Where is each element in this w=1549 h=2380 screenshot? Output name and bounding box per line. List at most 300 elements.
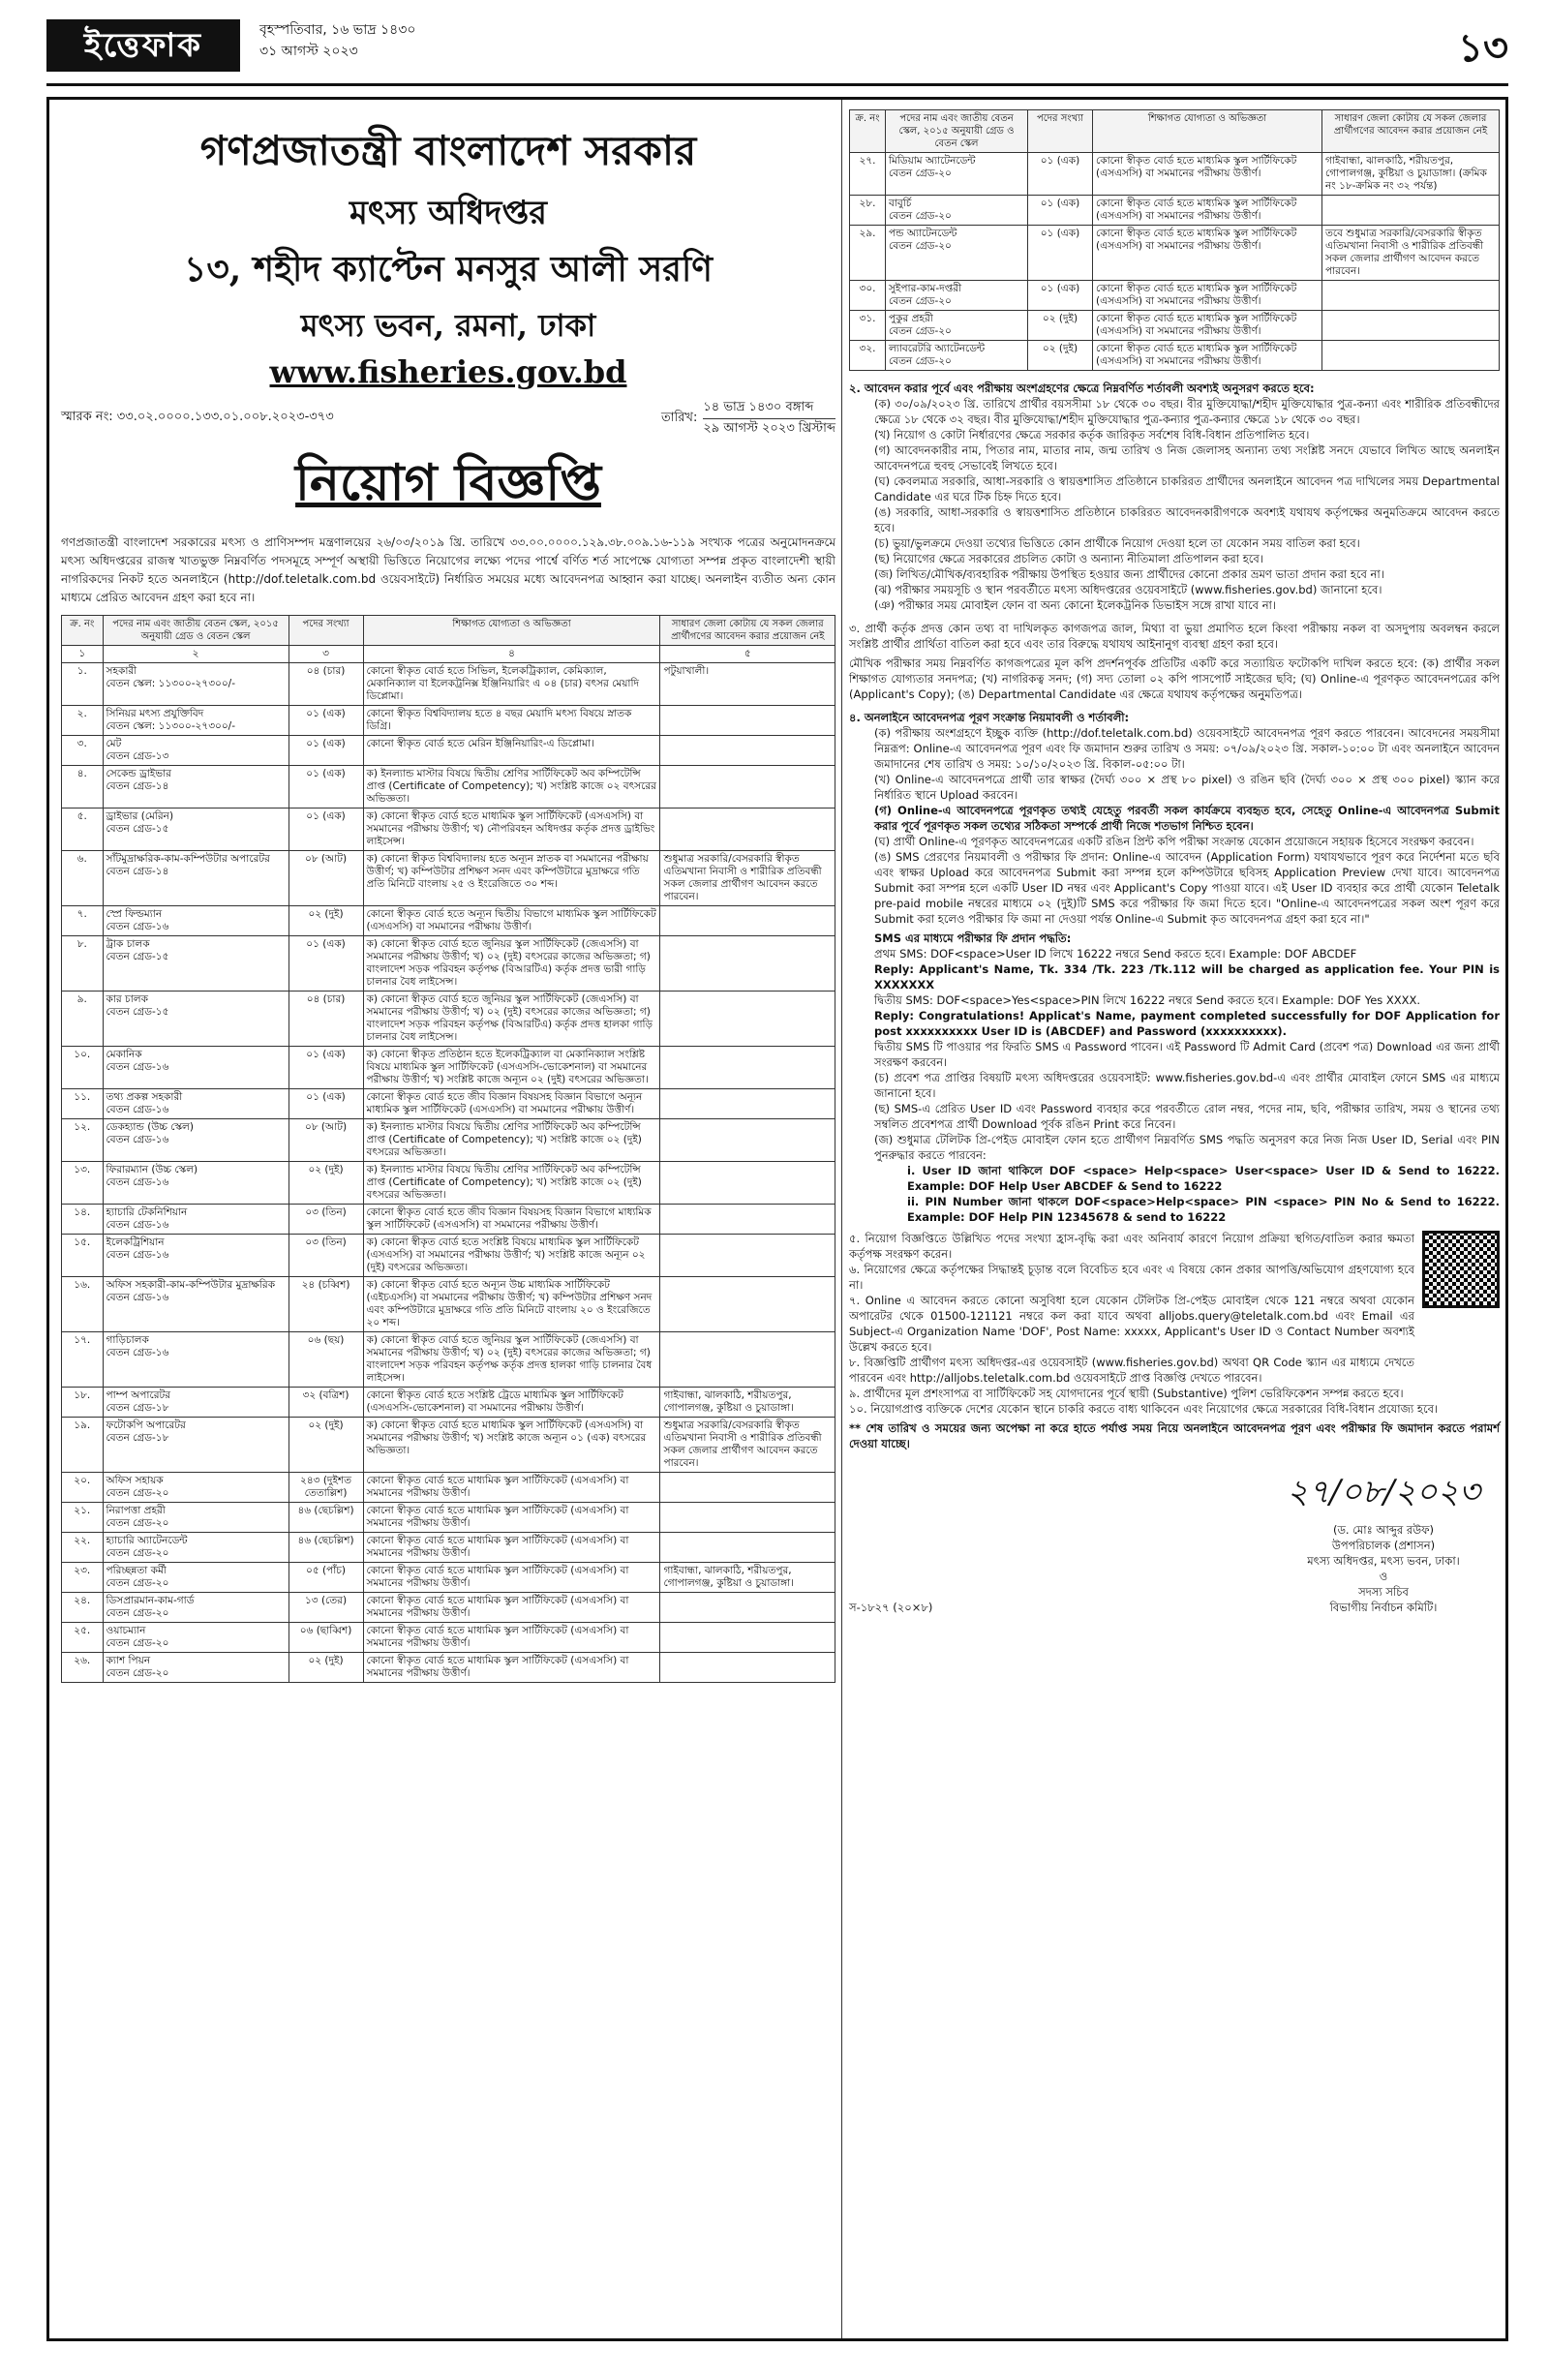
post-count: ০১ (এক): [289, 1089, 363, 1119]
qualification: ক) কোনো স্বীকৃত বিশ্ববিদ্যালয় হতে অন্যূন স্নাতক বা সমমানের পরীক্ষায় উত্তীর্ণ; খ) কম্পিউটার প্রশিক্ষণ সনদ এবং কম্পিউটারে মুদ্রাক্ষরে গতি প্রতি মিনিটে বাংলায় ২৫ ও ইংরেজিতে ৩০ শব্দ।: [363, 851, 660, 906]
col-header-qualification: শিক্ষাগত যোগ্যতা ও অভিজ্ঞতা: [1093, 110, 1322, 153]
pay-grade: বেতন স্কেল: ১১৩০০-২৭৩০০/-: [106, 678, 235, 689]
post-count: ০৪ (চার): [289, 992, 363, 1047]
condition-item: (জ) লিখিত/মৌখিক/ব্যবহারিক পরীক্ষায় উপস্থিত হওয়ার জন্য প্রার্থীদের কোনো প্রকার ভ্রমণ ভাতা প্রদান করা হবে না।: [874, 567, 1384, 581]
excluded-districts: [660, 992, 835, 1047]
qualification: কোনো স্বীকৃত বোর্ড হতে মাধ্যমিক স্কুল সার্টিফিকেট (এসএসসি) বা সমমানের পরীক্ষায় উত্তীর্ণ।: [363, 1623, 660, 1653]
post-count: ০২ (দুই): [289, 906, 363, 936]
table-row: [62, 736, 835, 766]
table-row: [62, 1388, 835, 1418]
post-name: [103, 1533, 289, 1563]
pay-grade: বেতন গ্রেড-২০: [106, 1667, 169, 1679]
memo-date: [661, 398, 835, 440]
table-row: [850, 196, 1500, 226]
table-row: [62, 1332, 835, 1388]
table-row: [62, 1533, 835, 1563]
post-title: মেট: [106, 738, 122, 749]
post-title: স্প্রে ফিল্ডম্যান: [106, 908, 163, 920]
excluded-districts: [660, 1162, 835, 1205]
row-number: ৩২.: [850, 341, 886, 371]
section-5-to-8: [849, 1231, 1414, 1386]
table-row: [62, 1162, 835, 1205]
post-title: অফিস সহকারী-কাম-কম্পিউটার মুদ্রাক্ষরিক: [106, 1279, 276, 1291]
post-name: [103, 736, 289, 766]
recovery-user-id: i. User ID জানা থাকিলে DOF <space> Help<space> User<space> User ID & Send to 16222. Example: DOF Help User ABCDEF & Send to 16222: [907, 1164, 1500, 1193]
pay-grade: বেতন গ্রেড-২০: [106, 1547, 169, 1559]
post-title: ল্যাবরেটরি অ্যাটেনডেন্ট: [889, 343, 986, 354]
post-title: গাড়িচালক: [106, 1334, 149, 1346]
date-en: ২৯ আগস্ট ২০২৩ খ্রিস্টাব্দ: [703, 421, 835, 436]
table-row: [62, 663, 835, 706]
qualification: ক) কোনো স্বীকৃত বোর্ড হতে অন্যূন উচ্চ মাধ্যমিক সার্টিফিকেট (এইচএসসি) বা সমমানের পরীক্ষায় উত্তীর্ণ; খ) কম্পিউটার প্রশিক্ষণ সনদ এবং কম্পিউটারে মুদ্রাক্ষরে গতি প্রতি মিনিটে বাংলায় ২০ ও ইংরেজিতে ২০ শব্দ।: [363, 1277, 660, 1332]
row-number: ২৮.: [850, 196, 886, 226]
excluded-districts: [1322, 281, 1500, 311]
table-row: [62, 1089, 835, 1119]
section-3-documents: মৌখিক পরীক্ষার সময় নিম্নবর্ণিত কাগজপত্রের মূল কপি প্রদর্শনপূর্বক প্রতিটির একটি করে সত্যায়িত ফটোকপি দাখিল করতে হবে: (ক) প্রার্থীর সকল শিক্ষাগত যোগ্যতার সনদপত্র; (খ) নাগরিকত্ব সনদ; (গ) সদ্য তোলা ০২ কপি পাসপোর্ট সাইজের ছবি; (ঘ) Online-এ পূরণকৃত আবেদনপত্রের কপি (Applicant's Copy); (ঙ) Departmental Candidate এর ক্ষেত্রে যথাযথ কর্তৃপক্ষের অনুমতিপত্র।: [849, 656, 1500, 701]
excluded-districts: [660, 1623, 835, 1653]
department-heading: মৎস্য অধিদপ্তর: [349, 194, 547, 232]
pay-grade: বেতন গ্রেড-১৮: [106, 1432, 169, 1444]
excluded-districts: [660, 766, 835, 809]
table-row: [850, 341, 1500, 371]
section-4-heading: ৪. অনলাইনে আবেদনপত্র পূরণ সংক্রান্ত নিয়মাবলী ও শর্তাবলী:: [849, 711, 1130, 724]
index-cell: ২: [103, 646, 289, 663]
condition-item: (ঙ) সরকারি, আধা-সরকারি ও স্বায়ত্তশাসিত প্রতিষ্ঠানে চাকরিরত আবেদনকারীগণকে অবশ্যই যথাযথ কর্তৃপক্ষের অনুমতিক্রমে আবেদন করতে হবে।: [874, 505, 1500, 534]
section-4-a: (ক) পরীক্ষায় অংশগ্রহণে ইচ্ছুক ব্যক্তি (http://dof.teletalk.com.bd) ওয়েবসাইটে আবেদনপত্র পূরণ করতে পারবেন। আবেদনের সময়সীমা নিম্নরূপ: Online-এ আবেদনপত্র পূরণ এবং ফি জমাদান শুরুর তারিখ ও সময়: ০৭/০৯/২০২৩ খ্রি. সকাল-১০:০০ টা এবং অনলাইনে আবেদন জমাদানের শেষ তারিখ ও সময়: ১০/১০/২০২৩ খ্রি. বিকাল-০৫:০০ টা।: [874, 726, 1500, 771]
qualification: কোনো স্বীকৃত বোর্ড হতে সংশ্লিষ্ট ট্রেডে মাধ্যমিক স্কুল সার্টিফিকেট (এসএসসি-ভোকেশনাল) বা সমমানের পরীক্ষায় উত্তীর্ণ।: [363, 1388, 660, 1418]
post-count: ০২ (দুই): [289, 1418, 363, 1473]
post-count: ১৩ (তের): [289, 1593, 363, 1623]
left-column: [61, 109, 835, 1683]
table-row: [62, 851, 835, 906]
memo-number: স্মারক নং: ৩৩.০২.০০০০.১৩৩.০১.০০৮.২০২৩-৩৭৩: [61, 410, 334, 424]
table-row: [62, 1593, 835, 1623]
qualification: ক) ইনল্যান্ড মাস্টার বিষয়ে দ্বিতীয় শ্রেণির সার্টিফিকেট অব কম্পিটেন্সি প্রাপ্ত (Certificate of Competency); খ) সংশ্লিষ্ট কাজে ০২ বৎসরের অভিজ্ঞতা।: [363, 766, 660, 809]
section-4-g: (ছ) SMS-এ প্রেরিত User ID এবং Password ব্যবহার করে পরবর্তীতে রোল নম্বর, পদের নাম, ছবি, পরীক্ষার তারিখ, সময় ও স্থানের তথ্য সম্বলিত প্রবেশপত্র প্রার্থী Download পূর্বক রঙিন Print করে নিবেন।: [874, 1102, 1500, 1131]
table-row: [62, 1277, 835, 1332]
table-row: [62, 1205, 835, 1235]
post-count: ০৮ (আট): [289, 1119, 363, 1162]
post-name: [103, 1332, 289, 1388]
pay-grade: বেতন গ্রেড-১৬: [106, 1176, 169, 1188]
qualification: কোনো স্বীকৃত বোর্ড হতে অন্যূন দ্বিতীয় বিভাগে মাধ্যমিক স্কুল সার্টিফিকেট (এসএসসি) বা সমমানের পরীক্ষায় উত্তীর্ণ।: [363, 906, 660, 936]
qualification: কোনো স্বীকৃত বোর্ড হতে মাধ্যমিক স্কুল সার্টিফিকেট (এসএসসি) বা সমমানের পরীক্ষায় উত্তীর্ণ।: [363, 1473, 660, 1503]
excluded-districts: [660, 1047, 835, 1089]
title-wrap: [61, 443, 835, 528]
post-name: [103, 906, 289, 936]
excluded-districts: শুধুমাত্র সরকারি/বেসরকারি স্বীকৃত এতিমখানা নিবাসী ও শারীরিক প্রতিবন্ধী সকল জেলার প্রার্থীগণ আবেদন করতে পারবেন।: [660, 1418, 835, 1473]
section-6: ৬. নিয়োগের ক্ষেত্রে কর্তৃপক্ষের সিদ্ধান্তই চূড়ান্ত বলে বিবেচিত হবে এবং এ বিষয়ে কোন প্রকার আপত্তি/অভিযোগ গ্রহণযোগ্য হবে না।: [849, 1263, 1414, 1292]
right-column: [849, 109, 1500, 1615]
post-name: [886, 196, 1028, 226]
post-count: ০৩ (তিন): [289, 1235, 363, 1277]
pay-grade: বেতন গ্রেড-২০: [106, 1577, 169, 1589]
post-name: [103, 1162, 289, 1205]
page-number: ১৩: [1458, 26, 1508, 71]
post-title: অফিস সহায়ক: [106, 1475, 164, 1486]
post-name: [103, 1277, 289, 1332]
excluded-districts: [660, 936, 835, 992]
qualification: কোনো স্বীকৃত বোর্ড হতে জীব বিজ্ঞান বিষয়সহ বিজ্ঞান বিভাগে অন্যূন মাধ্যমিক স্কুল সার্টিফিকেট (এসএসসি) বা সমমানের পরীক্ষায় উত্তীর্ণ।: [363, 1089, 660, 1119]
website-link[interactable]: www.fisheries.gov.bd: [269, 353, 627, 390]
post-name: [103, 992, 289, 1047]
table-row: [62, 1623, 835, 1653]
pay-grade: বেতন গ্রেড-১৬: [106, 1249, 169, 1261]
post-name: [103, 1593, 289, 1623]
qualification: কোনো স্বীকৃত বোর্ড হতে মাধ্যমিক স্কুল সার্টিফিকেট (এসএসসি) বা সমমানের পরীক্ষায় উত্তীর্ণ।: [1093, 311, 1322, 341]
condition-item: (খ) নিয়োগ ও কোটা নির্ধারণের ক্ষেত্রে সরকার কর্তৃক জারিকৃত সর্বশেষ বিধি-বিধান প্রতিপালিত হবে।: [874, 428, 1310, 442]
post-count: ০২ (দুই): [289, 1653, 363, 1683]
post-count: ৪৬ (ছেচল্লিশ): [289, 1503, 363, 1533]
col-header-post: পদের নাম এবং জাতীয় বেতন স্কেল, ২০১৫ অনুযায়ী গ্রেড ও বেতন স্কেল: [103, 616, 289, 646]
post-count: ০৬ (ছাব্বিশ): [289, 1623, 363, 1653]
pay-grade: বেতন গ্রেড-১৬: [106, 1134, 169, 1145]
excluded-districts: শুধুমাত্র সরকারি/বেসরকারি স্বীকৃত এতিমখানা নিবাসী ও শারীরিক প্রতিবন্ধী সকল জেলার প্রার্থীগণ আবেদন করতে পারবেন।: [660, 851, 835, 906]
section-9: ৯. প্রার্থীদের মূল প্রশংসাপত্র বা সার্টিফিকেট সহ যোগদানের পূর্বে স্থায়ী (Substantive) পুলিশ ভেরিফিকেশন সম্পন্ন করতে হবে।: [849, 1387, 1404, 1400]
col-header-no: ক্র. নং: [62, 616, 104, 646]
table-index-row: [62, 646, 835, 663]
qualification: কোনো স্বীকৃত বিশ্ববিদ্যালয় হতে ৪ বছর মেয়াদি মৎস্য বিষয়ে স্নাতক ডিগ্রি।: [363, 706, 660, 736]
posts-table-continued: [849, 109, 1500, 371]
excluded-districts: [1322, 341, 1500, 371]
index-cell: ৩: [289, 646, 363, 663]
date-label: তারিখ:: [661, 411, 698, 425]
post-count: ০৫ (পাঁচ): [289, 1563, 363, 1593]
qualification: কোনো স্বীকৃত বোর্ড হতে মাধ্যমিক স্কুল সার্টিফিকেট (এসএসসি) বা সমমানের পরীক্ষায় উত্তীর্ণ।: [1093, 196, 1322, 226]
post-name: [886, 226, 1028, 281]
section-4-h: (জ) শুধুমাত্র টেলিটক প্রি-পেইড মোবাইল ফোন হতে প্রার্থীগণ নিম্নবর্ণিত SMS পদ্ধতি অনুসরণ করে নিজ নিজ User ID, Serial এবং PIN পুনরুদ্ধার করতে পারবেন:: [874, 1133, 1500, 1162]
signatory-committee: বিভাগীয় নির্বাচন কমিটি।: [1329, 1601, 1438, 1614]
post-name: [103, 936, 289, 992]
excluded-districts: [660, 809, 835, 851]
memo-row: [61, 398, 835, 440]
contact-section: [849, 1231, 1500, 1386]
post-count: ০২ (দুই): [289, 1162, 363, 1205]
excluded-districts: পটুয়াখালী।: [660, 663, 835, 706]
sms-step-1: প্রথম SMS: DOF<space>User ID লিখে 16222 নম্বরে Send করতে হবে। Example: DOF ABCDEF: [874, 947, 1357, 961]
row-number: ৪.: [62, 766, 104, 809]
post-title: নিরাপত্তা প্রহরী: [106, 1505, 166, 1516]
section-4-f: (চ) প্রবেশ পত্র প্রাপ্তির বিষয়টি মৎস্য অধিদপ্তরের ওয়েবসাইট: www.fisheries.gov.bd-এ এবং প্রার্থীর মোবাইল ফোনে SMS এর মাধ্যমে জানানো হবে।: [874, 1071, 1500, 1100]
pay-grade: বেতন গ্রেড-১৬: [106, 1292, 169, 1303]
table-row: [62, 1119, 835, 1162]
post-name: [103, 1047, 289, 1089]
post-title: তথ্য প্রকল্প সহকারী: [106, 1091, 183, 1103]
excluded-districts: গাইবান্ধা, ঝালকাঠি, শরীয়তপুর, গোপালগঞ্জ, কুষ্টিয়া ও চুয়াডাঙ্গা।: [660, 1563, 835, 1593]
post-name: [103, 851, 289, 906]
post-count: ৩২ (বত্রিশ): [289, 1388, 363, 1418]
date-bn: ১৪ ভাদ্র ১৪৩০ বঙ্গাব্দ: [703, 398, 835, 419]
col-header-districts: সাধারণ জেলা কোটায় যে সকল জেলার প্রার্থীগণের আবেদন করার প্রয়োজন নেই: [1322, 110, 1500, 153]
excluded-districts: তবে শুধুমাত্র সরকারি/বেসরকারি স্বীকৃত এতিমখানা নিবাসী ও শারীরিক প্রতিবন্ধী সকল জেলার প্রার্থীগণ আবেদন করতে পারবেন।: [1322, 226, 1500, 281]
col-header-districts: সাধারণ জেলা কোটায় যে সকল জেলার প্রার্থীগণের আবেদন করার প্রয়োজন নেই: [660, 616, 835, 646]
post-name: [886, 281, 1028, 311]
table-row: [62, 1418, 835, 1473]
row-number: ৩০.: [850, 281, 886, 311]
table-header-row: [850, 110, 1500, 153]
masthead-date-bn: বৃহস্পতিবার, ১৬ ভাদ্র ১৪৩০: [259, 22, 416, 38]
qualification: ক) কোনো স্বীকৃত প্রতিষ্ঠান হতে ইলেকট্রিক্যাল বা মেকানিক্যাল সংশ্লিষ্ট বিষয়ে মাধ্যমিক স্কুল সার্টিফিকেট (এসএসসি-ভোকেশনাল) বা সমমানের পরীক্ষায় উত্তীর্ণ; খ) সংশ্লিষ্ট কাজে অন্যূন ০২ (দুই) বৎসরের অভিজ্ঞতা।: [363, 1047, 660, 1089]
recovery-pin: ii. PIN Number জানা থাকলে DOF<space>Help<space> PIN <space> PIN No & Send to 16222. Example: DOF Help PIN 12345678 & send to 16222: [907, 1195, 1500, 1224]
qualification: ক) কোনো স্বীকৃত বোর্ড হতে জুনিয়র স্কুল সার্টিফিকেট (জেএসসি) বা সমমানের পরীক্ষায় উত্তীর্ণ; খ) ০২ (দুই) বৎসরের কাজের অভিজ্ঞতা; গ) বাংলাদেশ সড়ক পরিবহন কর্তৃপক্ষ (বিআরটিএ) কর্তৃক প্রদত্ত হালকা গাড়ি চালনার বৈধ লাইসেন্স।: [363, 992, 660, 1047]
qualification: কোনো স্বীকৃত বোর্ড হতে জীব বিজ্ঞান বিষয়সহ বিজ্ঞান বিভাগে মাধ্যমিক স্কুল সার্টিফিকেট (এসএসসি) বা সমমানের পরীক্ষায় উত্তীর্ণ।: [363, 1205, 660, 1235]
row-number: ১৪.: [62, 1205, 104, 1235]
post-count: ২৪ (চব্বিশ): [289, 1277, 363, 1332]
qualification: কোনো স্বীকৃত বোর্ড হতে মাধ্যমিক স্কুল সার্টিফিকেট (এসএসসি) বা সমমানের পরীক্ষায় উত্তীর্ণ।: [1093, 281, 1322, 311]
section-4-e: (ঙ) SMS প্রেরণের নিয়মাবলী ও পরীক্ষার ফি প্রদান: Online-এ আবেদন (Application Form) যথাযথভাবে পূরণ করে নির্দেশনা মতে ছবি এবং স্বাক্ষর Upload করে আবেদনপত্র Submit করা সম্পন্ন হলে কম্পিউটারে ছবিসহ Application Preview দেখা যাবে। আবেদনপত্র Submit করা সম্পন্ন হলে একটি User ID নম্বর এবং Applicant's Copy পাওয়া যাবে। এই User ID ব্যবহার করে প্রার্থী যেকোন Teletalk pre-paid mobile নম্বরের মাধ্যমে ০২ (দুই)টি SMS করে পরীক্ষার ফি জমা দিতে হবে। "Online-এ আবেদনপত্রের সকল অংশ পূরণ করে Submit করা হলেও পরীক্ষার ফি জমা না দেওয়া পর্যন্ত Online-এ Submit কৃত আবেদনপত্র গ্রহণ করা হবে না।": [874, 850, 1500, 926]
pay-grade: বেতন গ্রেড-১৬: [106, 1219, 169, 1231]
section-4-c: (গ) Online-এ আবেদনপত্রে পূরণকৃত তথ্যই যেহেতু পরবর্তী সকল কার্যক্রমে ব্যবহৃত হবে, সেহেতু Online-এ আবেদনপত্র Submit করার পূর্বে পূরণকৃত সকল তথ্যের সঠিকতা সম্পর্কে প্রার্থী নিজে শতভাগ নিশ্চিত হবেন।: [874, 804, 1500, 833]
qualification: কোনো স্বীকৃত বোর্ড হতে মাধ্যমিক স্কুল সার্টিফিকেট (এসএসসি) বা সমমানের পরীক্ষায় উত্তীর্ণ।: [1093, 341, 1322, 371]
conditions-list: [874, 396, 1500, 613]
posts-table: [61, 615, 835, 1683]
excluded-districts: [1322, 311, 1500, 341]
qualification: ক) ইনল্যান্ড মাস্টার বিষয়ে দ্বিতীয় শ্রেণির সার্টিফিকেট অব কম্পিটেন্সি প্রাপ্ত (Certificate of Competency); খ) সংশ্লিষ্ট কাজে ০২ (দুই) বৎসরের অভিজ্ঞতা।: [363, 1119, 660, 1162]
pay-grade: বেতন গ্রেড-২০: [106, 1637, 169, 1649]
row-number: ২৪.: [62, 1593, 104, 1623]
pay-grade: বেতন গ্রেড-২০: [889, 240, 952, 252]
conditions-section: [849, 381, 1500, 613]
col-header-qualification: শিক্ষাগত যোগ্যতা ও অভিজ্ঞতা: [363, 616, 660, 646]
table-row: [62, 1563, 835, 1593]
post-title: ইলেকট্রিশিয়ান: [106, 1236, 165, 1248]
qualification: কোনো স্বীকৃত বোর্ড হতে মাধ্যমিক স্কুল সার্টিফিকেট (এসএসসি) বা সমমানের পরীক্ষায় উত্তীর্ণ।: [1093, 226, 1322, 281]
pay-grade: বেতন গ্রেড-১৬: [106, 1061, 169, 1073]
sms-heading: SMS এর মাধ্যমে পরীক্ষার ফি প্রদান পদ্ধতি:: [874, 931, 1072, 945]
post-name: [103, 706, 289, 736]
table-row: [850, 281, 1500, 311]
col-header-post: পদের নাম এবং জাতীয় বেতন স্কেল, ২০১৫ অনুযায়ী গ্রেড ও বেতন স্কেল: [886, 110, 1028, 153]
post-title: হ্যাচারি অ্যাটেনডেন্ট: [106, 1535, 188, 1546]
post-title: মিডিয়াম অ্যাটেনডেন্ট: [889, 155, 976, 167]
col-header-count: পদের সংখ্যা: [1028, 110, 1093, 153]
excluded-districts: গাইবান্ধা, ঝালকাঠি, শরীয়তপুর, গোপালগঞ্জ, কুষ্টিয়া ও চুয়াডাঙ্গা। (ক্রমিক নং ১৮-ক্রমিক নং ৩২ পর্যন্ত): [1322, 153, 1500, 196]
post-title: সিনিয়র মৎস্য প্রযুক্তিবিদ: [106, 708, 204, 719]
excluded-districts: [660, 1533, 835, 1563]
table-row: [62, 809, 835, 851]
qualification: ক) কোনো স্বীকৃত বোর্ড হতে মাধ্যমিক স্কুল সার্টিফিকেট (এসএসসি) বা সমমানের পরীক্ষায় উত্তীর্ণ; খ) সংশ্লিষ্ট কাজে অন্যূন ০১ (এক) বৎসরের অভিজ্ঞতা।: [363, 1418, 660, 1473]
footnote: ** শেষ তারিখ ও সময়ের জন্য অপেক্ষা না করে হাতে পর্যাপ্ত সময় নিয়ে অনলাইনে আবেদনপত্র পূরণ এবং পরীক্ষার ফি জমাদান করতে পরামর্শ দেওয়া যাচ্ছে।: [849, 1421, 1500, 1450]
row-number: ৭.: [62, 906, 104, 936]
row-number: ২৩.: [62, 1563, 104, 1593]
pay-grade: বেতন গ্রেড-২০: [889, 210, 952, 222]
post-count: ০১ (এক): [1028, 281, 1093, 311]
post-count: ০১ (এক): [1028, 153, 1093, 196]
pay-grade: বেতন স্কেল: ১১৩০০-২৭৩০০/-: [106, 720, 235, 732]
row-number: ৮.: [62, 936, 104, 992]
post-count: ০৮ (আট): [289, 851, 363, 906]
table-row: [62, 1047, 835, 1089]
pay-grade: বেতন গ্রেড-২০: [889, 295, 952, 307]
post-title: ওয়াচম্যান: [106, 1625, 146, 1636]
newspaper-logo: ইত্তেফাক: [46, 19, 240, 72]
post-title: ট্রাক চালক: [106, 938, 150, 950]
table-row: [62, 706, 835, 736]
masthead-date-en: ৩১ আগস্ট ২০২৩: [259, 44, 358, 59]
row-number: ২৫.: [62, 1623, 104, 1653]
signatory-designation: উপপরিচালক (প্রশাসন): [1331, 1539, 1436, 1552]
post-count: ০১ (এক): [289, 1047, 363, 1089]
condition-item: (ঘ) কেবলমাত্র সরকারি, আধা-সরকারি ও স্বায়ত্তশাসিত প্রতিষ্ঠানে চাকরিরত প্রার্থীদের অনলাইনে আবেদন পত্র দাখিলের সময় Departmental Candidate এর ঘরে টিক চিহ্ন দিতে হবে।: [874, 474, 1500, 503]
row-number: ২৬.: [62, 1653, 104, 1683]
excluded-districts: [660, 1205, 835, 1235]
index-cell: ১: [62, 646, 104, 663]
condition-item: (চ) ভুয়া/ভুলক্রমে দেওয়া তথ্যের ভিত্তিতে কোন প্রার্থীকে নিয়োগ দেওয়া হলে তা যেকোন সময় বাতিল করা হবে।: [874, 536, 1360, 550]
pay-grade: বেতন গ্রেড-১৬: [106, 1104, 169, 1115]
section-8: ৮. বিজ্ঞপ্তিটি প্রার্থীগণ মৎস্য অধিদপ্তর-এর ওয়েবসাইট (www.fisheries.gov.bd) অথবা QR Code স্ক্যান এর মাধ্যমে দেখতে পারবেন এবং http://alljobs.teletalk.com.bd ওয়েবসাইটে প্রাপ্ত বিজ্ঞপ্তি দেখতে পারবেন।: [849, 1356, 1414, 1385]
qualification: ক) ইনল্যান্ড মাস্টার বিষয়ে দ্বিতীয় শ্রেণির সার্টিফিকেট অব কম্পিটেন্সি প্রাপ্ত (Certificate of Competency); খ) সংশ্লিষ্ট কাজে ০২ (দুই) বৎসরের অভিজ্ঞতা।: [363, 1162, 660, 1205]
pay-grade: বেতন গ্রেড-১৮: [106, 1402, 169, 1414]
building-line: মৎস্য ভবন, রমনা, ঢাকা: [300, 307, 596, 344]
excluded-districts: [660, 1277, 835, 1332]
post-name: [103, 1653, 289, 1683]
section-7: ৭. Online এ আবেদন করতে কোনো অসুবিধা হলে যেকোন টেলিটক প্রি-পেইড মোবাইল থেকে 121 নম্বরে অথবা যেকোন অপারেটর থেকে 01500-121121 নম্বরে কল করা যাবে অথবা alljobs.query@teletalk.com.bd এবং Email এর Subject-এ Organization Name 'DOF', Post Name: xxxxx, Applicant's User ID ও Contact Number অবশ্যই উল্লেখ করতে হবে।: [849, 1294, 1414, 1354]
signature-block: [849, 1467, 1500, 1615]
pay-grade: বেতন গ্রেড-১৫: [106, 1006, 169, 1018]
post-title: পুকুর প্রহরী: [889, 313, 933, 324]
row-number: ১০.: [62, 1047, 104, 1089]
section-4: [849, 710, 1500, 1225]
pay-grade: বেতন গ্রেড-১৫: [106, 823, 169, 835]
condition-item: (গ) আবেদনকারীর নাম, পিতার নাম, মাতার নাম, জন্ম তারিখ ও নিজ জেলাসহ অন্যান্য তথ্য সংশ্লিষ্ট সনদে যেভাবে লিখিত আছে অনলাইন আবেদনপত্রে হুবহু সেভাবেই লিখতে হবে।: [874, 443, 1500, 473]
pay-grade: বেতন গ্রেড-২০: [106, 1607, 169, 1619]
post-count: ০২ (দুই): [1028, 341, 1093, 371]
post-title: ক্যাশ পিয়ন: [106, 1655, 151, 1666]
pay-grade: বেতন গ্রেড-২০: [889, 168, 952, 179]
qr-code-icon[interactable]: [1422, 1231, 1500, 1308]
section-4-d: (ঘ) প্রার্থী Online-এ পূরণকৃত আবেদনপত্রের একটি রঙিন প্রিন্ট কপি পরীক্ষা সংক্রান্ত যেকোন প্রয়োজনে সহায়ক হিসেবে সংরক্ষণ করবেন।: [874, 835, 1474, 848]
post-count: ০১ (এক): [289, 706, 363, 736]
excluded-districts: [660, 1235, 835, 1277]
row-number: ১৬.: [62, 1277, 104, 1332]
signatory-member: সদস্য সচিব: [1358, 1585, 1409, 1599]
excluded-districts: [660, 1089, 835, 1119]
row-number: ১৯.: [62, 1418, 104, 1473]
excluded-districts: [660, 736, 835, 766]
sms-reply-2: Reply: Congratulations! Applicat's Name, payment completed successfully for DOF Application for post xxxxxxxxxx User ID is (ABCDEF) and Password (xxxxxxxxxx).: [874, 1009, 1500, 1038]
post-title: পন্ড অ্যাটেনডেন্ট: [889, 228, 957, 239]
post-count: ০১ (এক): [1028, 226, 1093, 281]
excluded-districts: গাইবান্ধা, ঝালকাঠি, শরীয়তপুর, গোপালগঞ্জ, কুষ্টিয়া ও চুয়াডাঙ্গা।: [660, 1388, 835, 1418]
post-count: ০৬ (ছয়): [289, 1332, 363, 1388]
row-number: ১৩.: [62, 1162, 104, 1205]
excluded-districts: [660, 1503, 835, 1533]
row-number: ১৮.: [62, 1388, 104, 1418]
date-box: [703, 398, 835, 440]
post-count: ০১ (এক): [289, 736, 363, 766]
post-title: সেকেন্ড ড্রাইভার: [106, 768, 171, 779]
table-row: [62, 906, 835, 936]
post-title: হ্যাচারি টেকনিশিয়ান: [106, 1206, 188, 1218]
qualification: কোনো স্বীকৃত বোর্ড হতে মাধ্যমিক স্কুল সার্টিফিকেট (এসএসসি) বা সমমানের পরীক্ষায় উত্তীর্ণ।: [363, 1653, 660, 1683]
qualification: কোনো স্বীকৃত বোর্ড হতে মেরিন ইঞ্জিনিয়ারিং-এ ডিপ্লোমা।: [363, 736, 660, 766]
signature-image: ২৭/০৮/২০২৩: [1287, 1473, 1480, 1511]
pay-grade: বেতন গ্রেড-১৫: [106, 951, 169, 962]
excluded-districts: [660, 1332, 835, 1388]
qualification: ক) কোনো স্বীকৃত বোর্ড হতে জুনিয়র স্কুল সার্টিফিকেট (জেএসসি) বা সমমানের পরীক্ষায় উত্তীর্ণ; খ) ০২ (দুই) বৎসরের কাজের অভিজ্ঞতা; গ) বাংলাদেশ সড়ক পরিবহন কর্তৃপক্ষ কর্তৃক প্রদত্ত হালকা গাড়ি চালনার বৈধ লাইসেন্স।: [363, 1332, 660, 1388]
row-number: ৬.: [62, 851, 104, 906]
qualification: কোনো স্বীকৃত বোর্ড হতে মাধ্যমিক স্কুল সার্টিফিকেট (এসএসসি) বা সমমানের পরীক্ষায় উত্তীর্ণ।: [363, 1533, 660, 1563]
column-divider: [841, 100, 842, 2338]
section-3: ৩. প্রার্থী কর্তৃক প্রদত্ত কোন তথ্য বা দাখিলকৃত কাগজপত্র জাল, মিথ্যা বা ভুয়া প্রমাণিত হলে কিংবা পরীক্ষায় নকল বা অসদুপায় অবলম্বন করলে সংশ্লিষ্ট প্রার্থীর প্রার্থিতা বাতিল করা হবে এবং তার বিরুদ্ধে যথাযথ আইনানুগ ব্যবস্থা গ্রহণ করা হবে।: [849, 622, 1500, 651]
post-name: [103, 1473, 289, 1503]
condition-item: (ক) ৩০/০৯/২০২৩ খ্রি. তারিখে প্রার্থীর বয়সসীমা ১৮ থেকে ৩০ বছর। বীর মুক্তিযোদ্ধা/শহীদ মুক্তিযোদ্ধার পুত্র-কন্যা এবং শারীরিক প্রতিবন্ধীদের ক্ষেত্রে ১৮ থেকে ৩২ বছর। বীর মুক্তিযোদ্ধা/শহীদ মুক্তিযোদ্ধার পুত্র-কন্যার পুত্র-কন্যার ক্ষেত্রে ১৮ থেকে ৩০ বছর।: [874, 397, 1500, 426]
post-name: [103, 1388, 289, 1418]
row-number: ৩.: [62, 736, 104, 766]
post-title: সাঁটমুদ্রাক্ষরিক-কাম-কম্পিউটার অপারেটর: [106, 853, 270, 865]
section-5: ৫. নিয়োগ বিজ্ঞপ্তিতে উল্লিখিত পদের সংখ্যা হ্রাস-বৃদ্ধি করা এবং অনিবার্য কারণে নিয়োগ প্রক্রিয়া স্থগিত/বাতিল করার ক্ষমতা কর্তৃপক্ষ সংরক্ষণ করেন।: [849, 1232, 1414, 1261]
table-row: [62, 1235, 835, 1277]
pay-grade: বেতন গ্রেড-১৬: [106, 1347, 169, 1358]
post-title: ডিসপ্রারমান-কাম-গার্ড: [106, 1595, 195, 1606]
row-number: ১২.: [62, 1119, 104, 1162]
qualification: ক) কোনো স্বীকৃত বোর্ড হতে সংশ্লিষ্ট বিষয়ে মাধ্যমিক স্কুল সার্টিফিকেট (এসএসসি) বা সমমানের পরীক্ষায় উত্তীর্ণ; খ) সংশ্লিষ্ট কাজে অন্যূন ০২ (দুই) বৎসরের অভিজ্ঞতা।: [363, 1235, 660, 1277]
post-count: ০৩ (তিন): [289, 1205, 363, 1235]
table-row: [62, 936, 835, 992]
qualification: ক) কোনো স্বীকৃত বোর্ড হতে জুনিয়র স্কুল সার্টিফিকেট (জেএসসি) বা সমমানের পরীক্ষায় উত্তীর্ণ; খ) ০২ (দুই) বৎসরের কাজের অভিজ্ঞতা; গ) বাংলাদেশ সড়ক পরিবহন কর্তৃপক্ষ (বিআরটিএ) কর্তৃক প্রদত্ত ভারী গাড়ি চালনার বৈধ লাইসেন্স।: [363, 936, 660, 992]
post-count: ০১ (এক): [1028, 196, 1093, 226]
post-name: [103, 809, 289, 851]
pay-grade: বেতন গ্রেড-১৪: [106, 780, 169, 792]
sms-step-2: দ্বিতীয় SMS: DOF<space>Yes<space>PIN লিখে 16222 নম্বরে Send করতে হবে। Example: DOF Yes XXXX.: [874, 993, 1421, 1007]
row-number: ৯.: [62, 992, 104, 1047]
post-count: ০৪ (চার): [289, 663, 363, 706]
index-cell: ৪: [363, 646, 660, 663]
table-row: [62, 1473, 835, 1503]
excluded-districts: [660, 906, 835, 936]
excluded-districts: [660, 1653, 835, 1683]
table-row: [850, 226, 1500, 281]
advertisement-frame: [46, 97, 1508, 2341]
post-count: ৪৬ (ছেচল্লিশ): [289, 1533, 363, 1563]
post-name: [103, 1089, 289, 1119]
section-4-b: (খ) Online-এ আবেদনপত্রে প্রার্থী তার স্বাক্ষর (দৈর্ঘ্য ৩০০ × প্রস্থ ৮০ pixel) ও রঙিন ছবি (দৈর্ঘ্য ৩০০ × প্রস্থ ৩০০ pixel) স্ক্যান করে নির্ধারিত স্থানে Upload করবেন।: [874, 773, 1500, 802]
row-number: ২৯.: [850, 226, 886, 281]
post-name: [886, 311, 1028, 341]
post-title: সহকারী: [106, 665, 137, 677]
sms-step-3: দ্বিতীয় SMS টি পাওয়ার পর ফিরতি SMS এ Password পাবেন। এই Password টি Admit Card (প্রবেশ পত্র) Download এর জন্য প্রার্থী সংরক্ষণ করবেন।: [874, 1040, 1500, 1069]
pay-grade: বেতন গ্রেড-২০: [889, 355, 952, 367]
signatory: [1267, 1467, 1500, 1615]
section-10: ১০. নিয়োগপ্রাপ্ত ব্যক্তিকে দেশের যেকোন স্থানে চাকরি করতে বাধ্য থাকিবেন এবং নিয়োগের ক্ষেত্রে সরকারের বিধি-বিধান প্রযোজ্য হবে।: [849, 1402, 1439, 1416]
table-header-row: [62, 616, 835, 646]
post-title: ফিরারম্যান (উচ্চ স্কেল): [106, 1164, 198, 1175]
excluded-districts: [660, 1473, 835, 1503]
excluded-districts: [1322, 196, 1500, 226]
post-count: ০১ (এক): [289, 809, 363, 851]
row-number: ১৫.: [62, 1235, 104, 1277]
table-row: [850, 311, 1500, 341]
masthead-date: [259, 19, 415, 62]
qualification: কোনো স্বীকৃত বোর্ড হতে মাধ্যমিক স্কুল সার্টিফিকেট (এসএসসি) বা সমমানের পরীক্ষায় উত্তীর্ণ।: [363, 1563, 660, 1593]
col-header-no: ক্র. নং: [850, 110, 886, 153]
row-number: ১.: [62, 663, 104, 706]
row-number: ১১.: [62, 1089, 104, 1119]
row-number: ৫.: [62, 809, 104, 851]
post-title: বাবুর্চি: [889, 198, 912, 209]
intro-paragraph: গণপ্রজাতন্ত্রী বাংলাদেশ সরকারের মৎস্য ও প্রাণিসম্পদ মন্ত্রণালয়ের ২৬/০৩/২০১৯ খ্রি. তারিখে ৩৩.০০.০০০০.১২৯.৩৮.০০৯.১৬-১১৯ সংখ্যক পত্রের অনুমোদনক্রমে মৎস্য অধিদপ্তরের রাজস্ব খাতভুক্ত নিম্নবর্ণিত পদসমূহে সম্পূর্ণ অস্থায়ী ভিত্তিতে নিয়োগের লক্ষ্যে পদের পার্শ্বে বর্ণিত শর্ত সাপেক্ষে যোগ্যতা সম্পন্ন প্রকৃত বাংলাদেশী স্থায়ী নাগরিকদের নিকট হতে অনলাইনে (http://dof.teletalk.com.bd ওয়েবসাইটে) নির্ধারিত সময়ের মধ্যে আবেদনপত্র আহ্বান করা যাচ্ছে। অনলাইন ব্যতীত অন্য কোন মাধ্যমে প্রেরিত আবেদন গ্রহণ করা হবে না।: [61, 535, 835, 604]
post-name: [886, 341, 1028, 371]
signatory-office: মৎস্য অধিদপ্তর, মৎস্য ভবন, ঢাকা।: [1307, 1554, 1460, 1568]
qualification: কোনো স্বীকৃত বোর্ড হতে মাধ্যমিক স্কুল সার্টিফিকেট (এসএসসি) বা সমমানের পরীক্ষায় উত্তীর্ণ।: [1093, 153, 1322, 196]
post-title: পরিচ্ছন্নতা কর্মী: [106, 1565, 167, 1576]
post-count: ০১ (এক): [289, 936, 363, 992]
post-name: [103, 663, 289, 706]
post-name: [886, 153, 1028, 196]
qualification: কোনো স্বীকৃত বোর্ড হতে মাধ্যমিক স্কুল সার্টিফিকেট (এসএসসি) বা সমমানের পরীক্ষায় উত্তীর্ণ।: [363, 1593, 660, 1623]
address-line: ১৩, শহীদ ক্যাপ্টেন মনসুর আলী সরণি: [183, 249, 714, 290]
post-title: ফটোকপি অপারেটর: [106, 1419, 186, 1431]
